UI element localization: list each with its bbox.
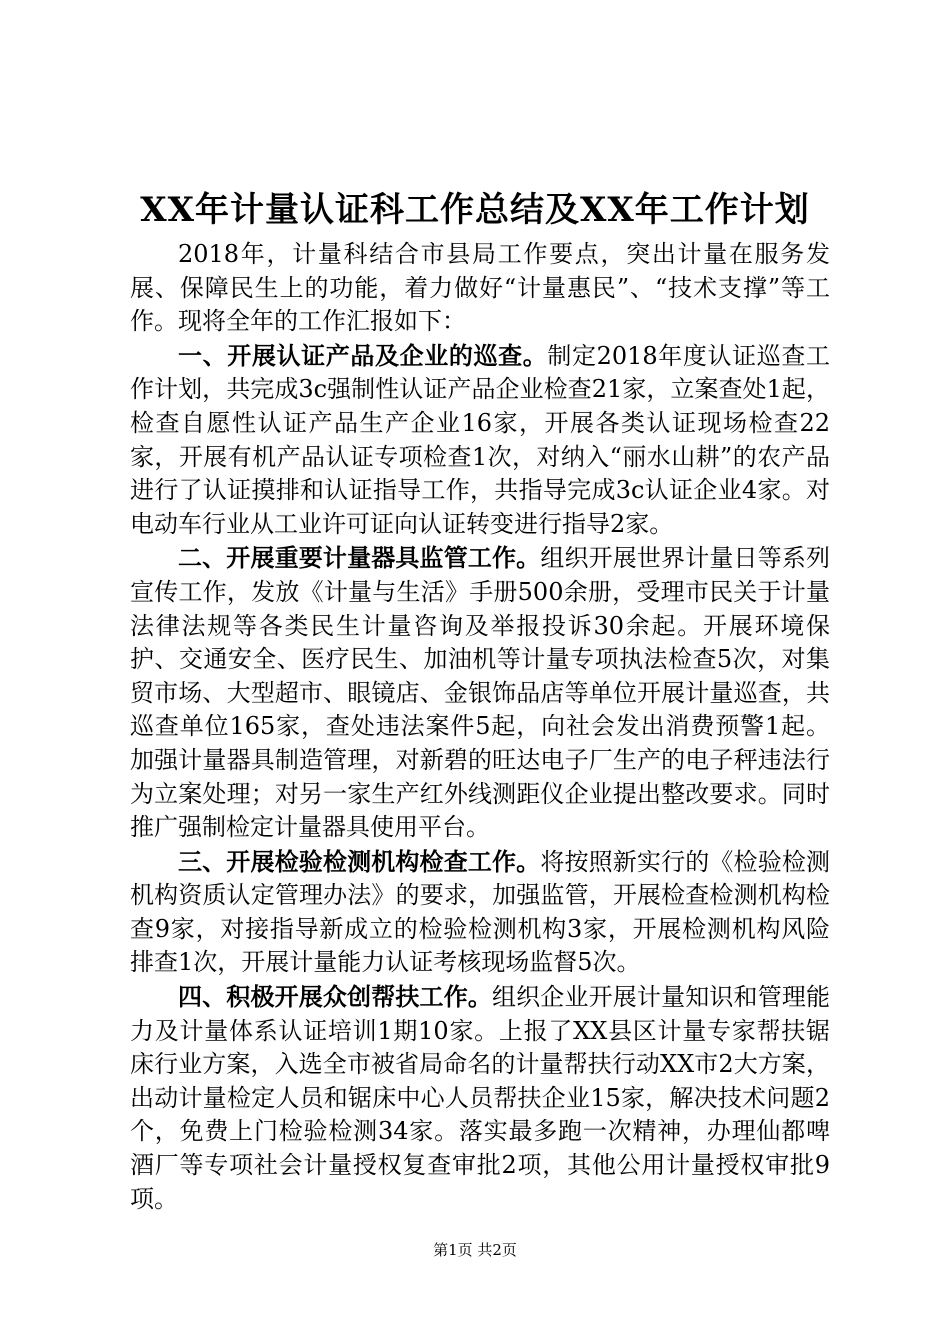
section-text-1: 制定2018年度认证巡查工作计划，共完成3c强制性认证产品企业检查21家，立案查处1起，检查自愿性认证产品生产企业16家，开展各类认证现场检查22家，开展有机产品认证专项检查1次，对纳入“丽水山耕”的农产品进行了认证摸排和认证指导工作，共指导完成3c认证企业4家。对电动车行业从工业许可证向认证转变进行指导2家。 <box>130 341 831 538</box>
intro-paragraph: 2018年，计量科结合市县局工作要点，突出计量在服务发展、保障民生上的功能，着力做好“计量惠民”、“技术支撑”等工作。现将全年的工作汇报如下： <box>130 240 830 336</box>
page-number-footer: 第1页 共2页 <box>433 1241 517 1259</box>
section-text-3: 将按照新实行的《检验检测机构资质认定管理办法》的要求，加强监管，开展检查检测机构检查9家，对接指导新成立的检验检测机构3家，开展检测机构风险排查1次，开展计量能力认证考核现场监督5次。 <box>130 847 831 977</box>
section-heading-1: 一、开展认证产品及企业的巡查。 <box>178 340 548 370</box>
section-text-2: 组织开展世界计量日等系列宣传工作，发放《计量与生活》手册500余册，受理市民关于计量法律法规等各类民生计量咨询及举报投诉30余起。开展环境保护、交通安全、医疗民生、加油机等计量专项执法检查5次，对集贸市场、大型超市、眼镜店、金银饰品店等单位开展计量巡查，共巡查单位165家，查处违法案件5起，向社会发出消费预警1起。加强计量器具制造管理，对新碧的旺达电子厂生产的电子秤违法行为立案处理；对另一家生产红外线测距仪企业提出整改要求。同时推广强制检定计量器具使用平台。 <box>130 544 831 842</box>
section-paragraph-4 <box>130 980 830 1216</box>
section-paragraph-3 <box>130 845 830 980</box>
document-body <box>130 238 830 1216</box>
section-heading-4: 四、积极开展众创帮扶工作。 <box>178 982 492 1012</box>
section-heading-2: 二、开展重要计量器具监管工作。 <box>178 543 541 573</box>
section-paragraph-2 <box>130 541 830 844</box>
document-title: XX年计量认证科工作总结及XX年工作计划 <box>140 190 810 230</box>
section-heading-3: 三、开展检验检测机构检查工作。 <box>178 846 541 876</box>
section-paragraph-1 <box>130 339 830 542</box>
section-text-4: 组织企业开展计量知识和管理能力及计量体系认证培训1期10家。上报了XX县区计量专家帮扶锯床行业方案，入选全市被省局命名的计量帮扶行动XX市2大方案，出动计量检定人员和锯床中心人员帮扶企业15家，解决技术问题2个，免费上门检验检测34家。落实最多跑一次精神，办理仙都啤酒厂等专项社会计量授权复查审批2项，其他公用计量授权审批9项。 <box>130 983 830 1213</box>
